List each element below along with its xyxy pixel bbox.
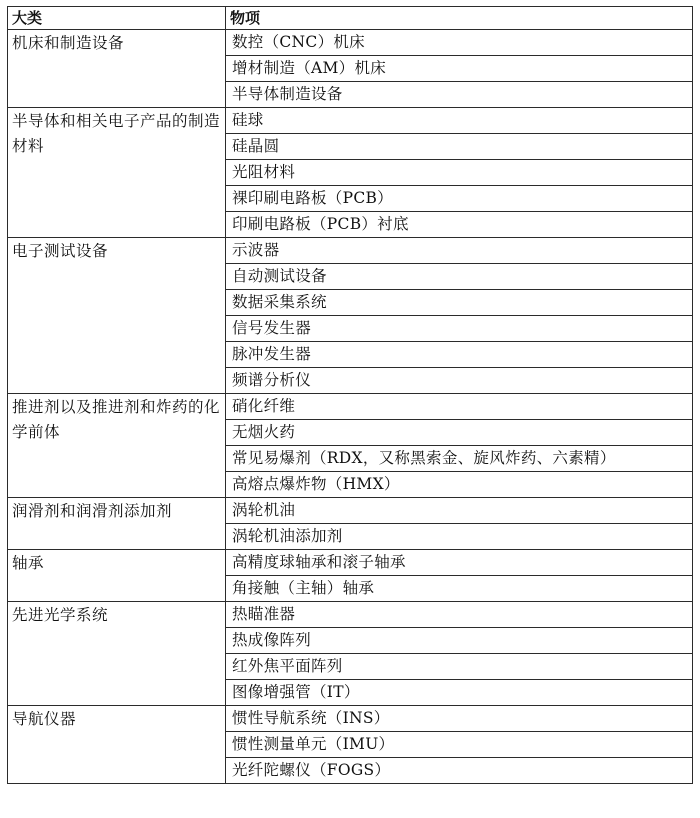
item-cell: 裸印刷电路板（PCB） xyxy=(226,186,693,212)
item-cell: 高精度球轴承和滚子轴承 xyxy=(226,550,693,576)
category-cell: 轴承 xyxy=(8,550,226,602)
item-cell: 半导体制造设备 xyxy=(226,82,693,108)
category-cell: 推进剂以及推进剂和炸药的化学前体 xyxy=(8,394,226,498)
category-cell: 导航仪器 xyxy=(8,706,226,784)
item-cell: 示波器 xyxy=(226,238,693,264)
item-cell: 常见易爆剂（RDX，又称黑索金、旋风炸药、六素精） xyxy=(226,446,693,472)
item-cell: 脉冲发生器 xyxy=(226,342,693,368)
item-cell: 热成像阵列 xyxy=(226,628,693,654)
category-cell: 机床和制造设备 xyxy=(8,30,226,108)
header-category: 大类 xyxy=(8,7,226,30)
table-row xyxy=(8,602,693,628)
item-cell: 图像增强管（IT） xyxy=(226,680,693,706)
table-body xyxy=(8,30,693,784)
item-cell: 红外焦平面阵列 xyxy=(226,654,693,680)
item-cell: 硝化纤维 xyxy=(226,394,693,420)
table-row xyxy=(8,498,693,524)
category-cell: 电子测试设备 xyxy=(8,238,226,394)
item-cell: 光纤陀螺仪（FOGS） xyxy=(226,758,693,784)
document-page xyxy=(7,6,693,784)
item-cell: 涡轮机油 xyxy=(226,498,693,524)
item-cell: 频谱分析仪 xyxy=(226,368,693,394)
table-row xyxy=(8,394,693,420)
item-cell: 硅晶圆 xyxy=(226,134,693,160)
category-cell: 先进光学系统 xyxy=(8,602,226,706)
item-cell: 自动测试设备 xyxy=(226,264,693,290)
item-cell: 信号发生器 xyxy=(226,316,693,342)
table-row xyxy=(8,30,693,56)
item-cell: 无烟火药 xyxy=(226,420,693,446)
item-cell: 印刷电路板（PCB）衬底 xyxy=(226,212,693,238)
item-cell: 增材制造（AM）机床 xyxy=(226,56,693,82)
category-table xyxy=(7,6,693,784)
table-row xyxy=(8,108,693,134)
item-cell: 涡轮机油添加剂 xyxy=(226,524,693,550)
item-cell: 硅球 xyxy=(226,108,693,134)
category-cell: 润滑剂和润滑剂添加剂 xyxy=(8,498,226,550)
item-cell: 高熔点爆炸物（HMX） xyxy=(226,472,693,498)
header-item: 物项 xyxy=(226,7,693,30)
item-cell: 惯性导航系统（INS） xyxy=(226,706,693,732)
category-cell: 半导体和相关电子产品的制造材料 xyxy=(8,108,226,238)
table-row xyxy=(8,238,693,264)
item-cell: 数控（CNC）机床 xyxy=(226,30,693,56)
table-header xyxy=(8,7,693,30)
item-cell: 惯性测量单元（IMU） xyxy=(226,732,693,758)
table-row xyxy=(8,550,693,576)
header-row xyxy=(8,7,693,30)
item-cell: 光阻材料 xyxy=(226,160,693,186)
item-cell: 热瞄准器 xyxy=(226,602,693,628)
table-row xyxy=(8,706,693,732)
item-cell: 数据采集系统 xyxy=(226,290,693,316)
item-cell: 角接触（主轴）轴承 xyxy=(226,576,693,602)
